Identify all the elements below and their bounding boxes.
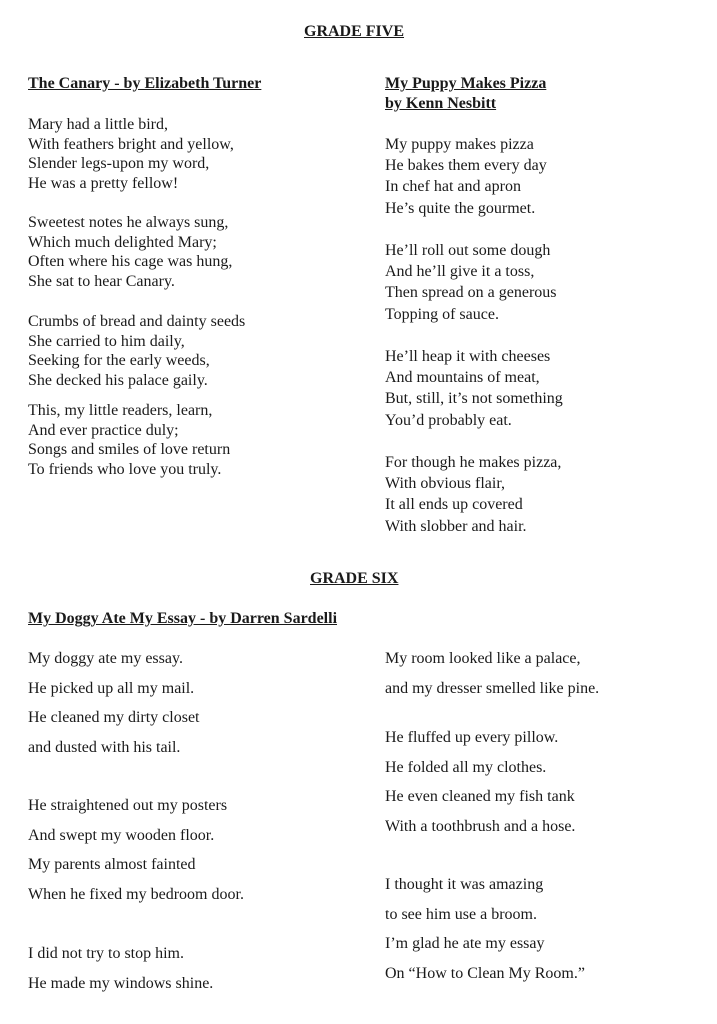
poem-line: But, still, it’s not something	[385, 390, 563, 408]
poem-line: Seeking for the early weeds,	[28, 352, 210, 370]
poem-line: With a toothbrush and a hose.	[385, 817, 576, 835]
poem-line: In chef hat and apron	[385, 178, 521, 196]
poem-line: When he fixed my bedroom door.	[28, 885, 244, 903]
canary-stanza-2	[28, 213, 232, 292]
poem-line: My parents almost fainted	[28, 856, 196, 873]
poem-line: And he’ll give it a toss,	[385, 263, 535, 281]
poem-line: and my dresser smelled like pine.	[385, 679, 600, 697]
doggy-right-stanza-1	[385, 644, 599, 703]
puppy-author: by Kenn Nesbitt	[385, 95, 497, 112]
canary-title: The Canary - by Elizabeth Turner	[28, 75, 262, 92]
poem-line: He folded all my clothes.	[385, 758, 547, 776]
poem-line: Then spread on a generous	[385, 284, 557, 302]
poem-line: to see him use a broom.	[385, 905, 537, 923]
poem-line: Sweetest notes he always sung,	[28, 214, 229, 231]
poem-line: To friends who love you truly.	[28, 461, 222, 479]
doggy-left-stanza-2	[28, 791, 244, 909]
poem-line: Crumbs of bread and dainty seeds	[28, 313, 246, 330]
doggy-right-stanza-2	[385, 723, 575, 841]
poem-line: I thought it was amazing	[385, 876, 544, 893]
poem-line: Often where his cage was hung,	[28, 253, 233, 271]
poem-line: Slender legs-upon my word,	[28, 155, 210, 173]
poem-line: He’ll heap it with cheeses	[385, 348, 551, 365]
poem-line: He even cleaned my fish tank	[385, 788, 575, 805]
puppy-stanza-3	[385, 346, 563, 431]
poem-line: and dusted with his tail.	[28, 738, 181, 756]
poem-line: This, my little readers, learn,	[28, 402, 213, 419]
poem-line: With feathers bright and yellow,	[28, 135, 234, 153]
puppy-stanza-2	[385, 240, 557, 325]
poem-line: He was a pretty fellow!	[28, 175, 179, 193]
poem-line: He’s quite the gourmet.	[385, 199, 536, 217]
doggy-right-stanza-3	[385, 870, 585, 988]
poem-line: With obvious flair,	[385, 475, 506, 493]
canary-stanza-4	[28, 401, 230, 480]
poem-line: With slobber and hair.	[385, 517, 527, 535]
poem-line: Topping of sauce.	[385, 305, 499, 323]
puppy-stanza-4	[385, 452, 561, 537]
poem-line: I’m glad he ate my essay	[385, 935, 545, 952]
poem-line: Songs and smiles of love return	[28, 441, 231, 459]
poem-line: He cleaned my dirty closet	[28, 709, 200, 726]
poem-line: He bakes them every day	[385, 157, 547, 175]
puppy-stanza-1	[385, 134, 547, 219]
poem-line: He’ll roll out some dough	[385, 242, 551, 259]
poem-line: And swept my wooden floor.	[28, 826, 215, 844]
poem-line: She decked his palace gaily.	[28, 372, 208, 390]
poem-line: My room looked like a palace,	[385, 650, 581, 667]
poem-line: For though he makes pizza,	[385, 454, 562, 471]
puppy-title: My Puppy Makes Pizza	[385, 75, 547, 92]
doggy-left-stanza-1	[28, 644, 200, 762]
poem-line: He fluffed up every pillow.	[385, 729, 559, 746]
canary-stanza-1	[28, 115, 234, 194]
poem-line: My puppy makes pizza	[385, 136, 534, 153]
poem-line: You’d probably eat.	[385, 411, 512, 429]
poem-line: She carried to him daily,	[28, 332, 185, 350]
poem-line: I did not try to stop him.	[28, 945, 184, 962]
grade-six-heading: GRADE SIX	[310, 570, 399, 587]
canary-stanza-3	[28, 312, 245, 391]
poem-line: He straightened out my posters	[28, 797, 228, 814]
poem-line: He picked up all my mail.	[28, 679, 195, 697]
poem-line: Which much delighted Mary;	[28, 233, 217, 251]
poem-line: My doggy ate my essay.	[28, 650, 183, 667]
poem-line: It all ends up covered	[385, 496, 523, 514]
poem-line: He made my windows shine.	[28, 974, 214, 992]
doggy-title: My Doggy Ate My Essay - by Darren Sardelli	[28, 610, 338, 627]
poem-line: She sat to hear Canary.	[28, 273, 175, 291]
poem-line: And ever practice duly;	[28, 421, 179, 439]
doggy-left-stanza-3	[28, 939, 213, 998]
poem-line: And mountains of meat,	[385, 369, 540, 387]
grade-five-heading: GRADE FIVE	[304, 23, 405, 40]
poem-line: Mary had a little bird,	[28, 116, 168, 133]
poem-line: On “How to Clean My Room.”	[385, 964, 585, 982]
